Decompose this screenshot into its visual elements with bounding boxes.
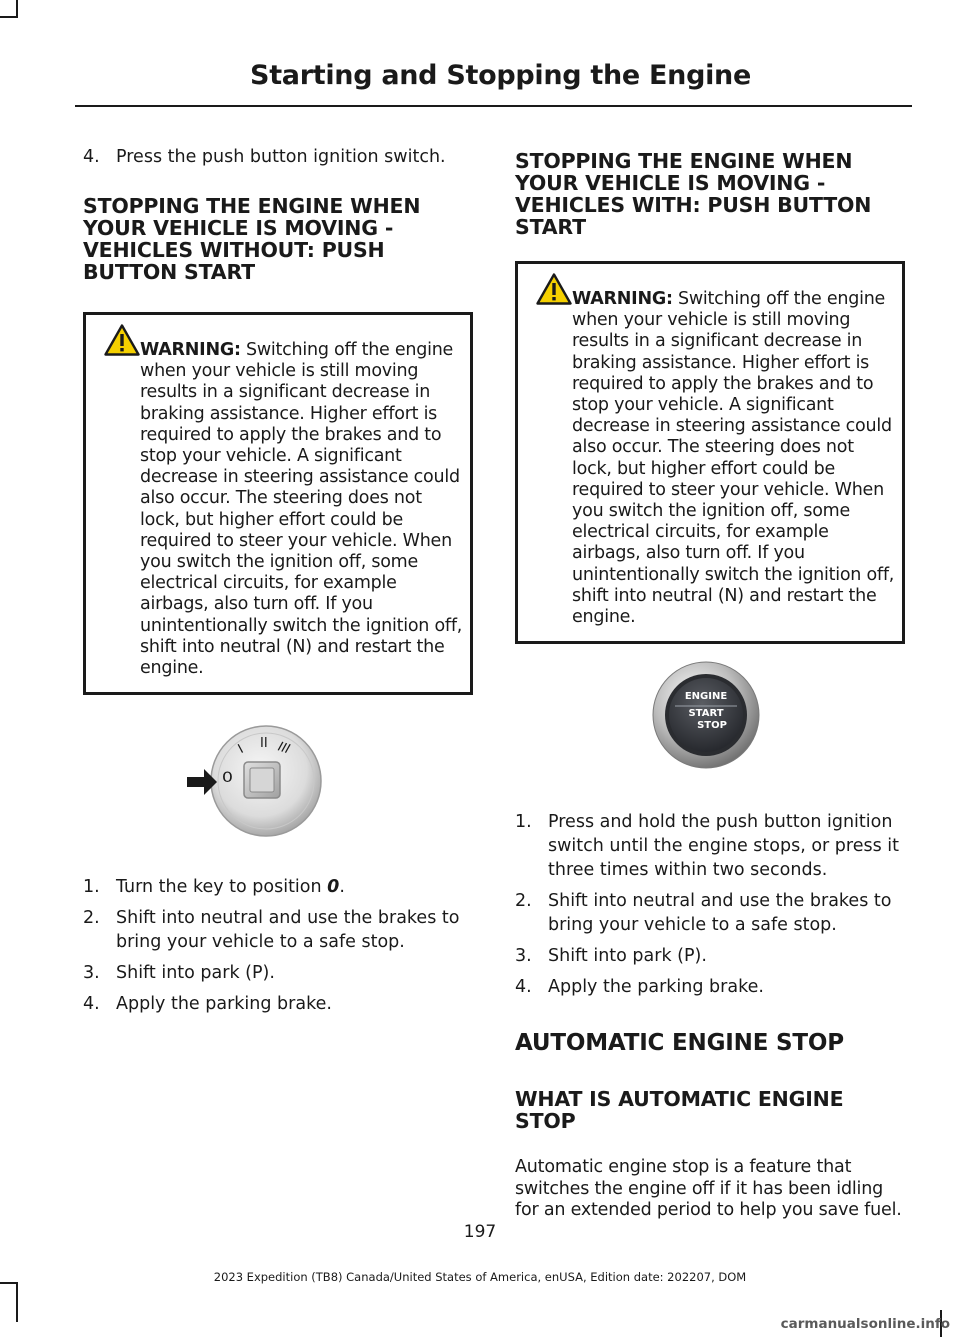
section-heading: STOPPING THE ENGINE WHEN YOUR VEHICLE IS MOVING - VEHICLES WITHOUT: PUSH BUTTON START xyxy=(83,194,421,284)
step-text: Press and hold the push button ignition switch until the engine stops, or press it three times within two seconds. xyxy=(548,812,899,881)
step-number: 3. xyxy=(83,963,100,984)
page-header-title: Starting and Stopping the Engine xyxy=(250,60,751,91)
key-position-value: 0 xyxy=(327,877,340,898)
button-label-start: START xyxy=(688,708,724,720)
step-text: Shift into park (P). xyxy=(548,946,707,967)
left-column xyxy=(83,145,473,1023)
page-number: 197 xyxy=(463,1222,497,1242)
step-number: 1. xyxy=(83,877,100,898)
warning-text xyxy=(524,289,896,628)
warning-triangle-icon xyxy=(104,324,140,356)
list-item xyxy=(83,906,473,954)
step-number: 4. xyxy=(515,977,532,998)
list-item xyxy=(515,975,905,999)
warning-box xyxy=(83,312,473,695)
button-label-stop: STOP xyxy=(697,720,727,732)
key-position-0: 0 xyxy=(221,770,234,787)
warning-box xyxy=(515,261,905,644)
step-text: Shift into neutral and use the brakes to bring your vehicle to a safe stop. xyxy=(548,891,892,936)
warning-body: Switching off the engine when your vehicle is still moving results in a significant decrease in braking assistance. Higher effort is required to apply the brakes and to stop your vehicle. A significant decrease in steering assistance could also occur. The steering does not lock, but higher effort could be required to steer your vehicle. When you switch the ignition off, some electrical circuits, for example airbags, also turn off. If you unintentionally switch the ignition off, shift into neutral (N) and restart the engine. xyxy=(140,340,463,679)
right-column xyxy=(515,150,905,1222)
ignition-lock-illustration xyxy=(83,714,473,854)
step-number: 4. xyxy=(83,994,100,1015)
watermark: carmanualsonline.info xyxy=(780,1316,950,1332)
sub-heading: WHAT IS AUTOMATIC ENGINE STOP xyxy=(515,1087,844,1134)
list-item xyxy=(515,810,905,882)
step-text: Press the push button ignition switch. xyxy=(116,147,446,167)
list-item xyxy=(83,875,473,899)
step-number: 4. xyxy=(83,147,100,167)
step-text: Shift into neutral and use the brakes to bring your vehicle to a safe stop. xyxy=(116,908,460,953)
key-position-3: III xyxy=(275,739,292,758)
list-item xyxy=(83,145,473,169)
crop-mark xyxy=(16,1282,18,1322)
step-text: Turn the key to position xyxy=(116,877,328,898)
step-number: 1. xyxy=(515,812,532,833)
section-heading: STOPPING THE ENGINE WHEN YOUR VEHICLE IS MOVING - VEHICLES WITH: PUSH BUTTON START xyxy=(515,149,872,239)
warning-label: WARNING: xyxy=(140,340,241,360)
key-position-2: II xyxy=(260,736,268,752)
button-label-engine: ENGINE xyxy=(684,691,728,703)
step-text-end: . xyxy=(339,877,345,898)
warning-text xyxy=(92,340,464,679)
header-rule xyxy=(75,105,912,107)
ignition-key-figure xyxy=(83,714,473,854)
step-number: 2. xyxy=(515,891,532,912)
step-text: Apply the parking brake. xyxy=(548,977,764,998)
step-text: Shift into park (P). xyxy=(116,963,275,984)
step-text: Apply the parking brake. xyxy=(116,994,332,1015)
footer-edition-text: 2023 Expedition (TB8) Canada/United States of America, enUSA, Edition date: 202207, DOM xyxy=(213,1270,747,1284)
warning-triangle-icon xyxy=(536,273,572,305)
warning-body: Switching off the engine when your vehicle is still moving results in a significant decrease in braking assistance. Higher effort is required to apply the brakes and to stop your vehicle. A significant decrease in steering assistance could also occur. The steering does not lock, but higher effort could be required to steer your vehicle. When you switch the ignition off, some electrical circuits, for example airbags, also turn off. If you unintentionally switch the ignition off, shift into neutral (N) and restart the engine. xyxy=(572,289,895,628)
list-item xyxy=(515,944,905,968)
step-number: 2. xyxy=(83,908,100,929)
body-paragraph: Automatic engine stop is a feature that switches the engine off if it has been idling for an extended period to help you save fuel. xyxy=(515,1157,902,1221)
crop-mark xyxy=(0,16,18,18)
warning-label: WARNING: xyxy=(572,289,673,309)
main-heading: AUTOMATIC ENGINE STOP xyxy=(515,1030,844,1057)
step-number: 3. xyxy=(515,946,532,967)
list-item xyxy=(83,992,473,1016)
engine-start-button-figure xyxy=(515,661,905,776)
key-position-1: I xyxy=(235,742,247,758)
list-item xyxy=(83,961,473,985)
list-item xyxy=(515,889,905,937)
